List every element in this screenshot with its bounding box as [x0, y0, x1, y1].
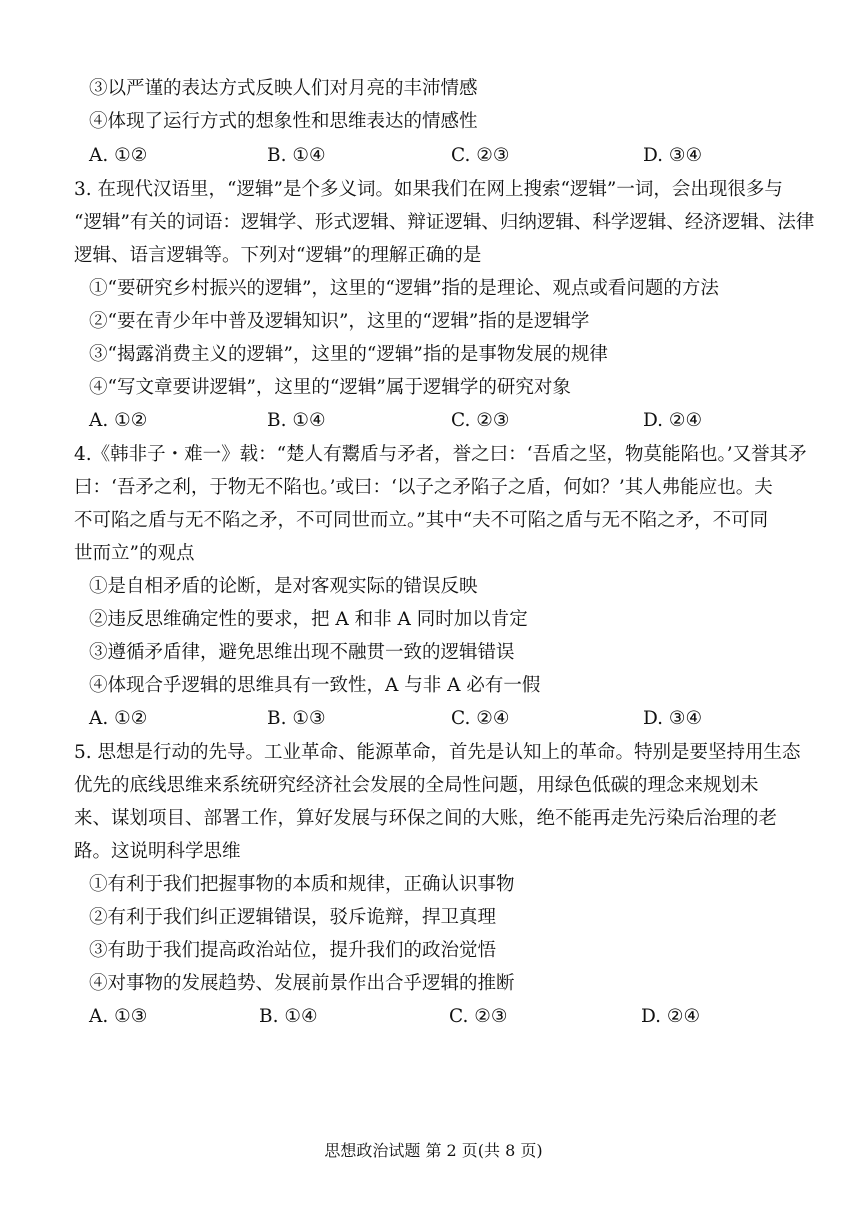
- q3-item-2: ②“要在青少年中普及逻辑知识”，这里的“逻辑”指的是逻辑学: [89, 311, 590, 332]
- q4-option-b: B. ①③: [267, 708, 326, 729]
- q4-item-4: ④体现合乎逻辑的思维具有一致性，A 与非 A 必有一假: [89, 675, 541, 696]
- q5-item-2: ②有利于我们纠正逻辑错误，驳斥诡辩，捍卫真理: [89, 907, 497, 928]
- q4-stem-line-4: 世而立”的观点: [74, 543, 195, 564]
- q3-item-1: ①“要研究乡村振兴的逻辑”，这里的“逻辑”指的是理论、观点或看问题的方法: [89, 278, 719, 299]
- q4-options: [89, 707, 789, 731]
- q3-stem-line-2: “逻辑”有关的词语：逻辑学、形式逻辑、辩证逻辑、归纳逻辑、科学逻辑、经济逻辑、法律: [74, 212, 815, 233]
- q2-item-4: ④体现了运行方式的想象性和思维表达的情感性: [89, 111, 478, 132]
- q5-item-1: ①有利于我们把握事物的本质和规律，正确认识事物: [89, 874, 515, 895]
- q3-item-4: ④“写文章要讲逻辑”，这里的“逻辑”属于逻辑学的研究对象: [89, 377, 571, 398]
- q5-stem-line-3: 来、谋划项目、部署工作，算好发展与环保之间的大账，绝不能再走先污染后治理的老: [74, 808, 778, 829]
- q3-option-c: C. ②③: [451, 410, 510, 431]
- q5-option-d: D. ②④: [641, 1006, 701, 1027]
- q5-option-a: A. ①③: [89, 1006, 148, 1027]
- q3-options: [89, 409, 789, 433]
- q5-option-b: B. ①④: [259, 1006, 318, 1027]
- q4-option-a: A. ①②: [89, 708, 148, 729]
- q2-options: [89, 144, 789, 168]
- q5-stem-line-1: 5. 思想是行动的先导。工业革命、能源革命，首先是认知上的革命。特别是要坚持用生态: [74, 742, 801, 763]
- q5-item-3: ③有助于我们提高政治站位，提升我们的政治觉悟: [89, 940, 497, 961]
- q3-option-d: D. ②④: [643, 410, 703, 431]
- q3-option-a: A. ①②: [89, 410, 148, 431]
- q4-stem-line-2: 曰：‘吾矛之利，于物无不陷也。’或曰：‘以子之矛陷子之盾，何如？’其人弗能应也。夫: [74, 477, 773, 498]
- q3-stem-line-3: 逻辑、语言逻辑等。下列对“逻辑”的理解正确的是: [74, 245, 482, 266]
- q4-stem-line-3: 不可陷之盾与无不陷之矛，不可同世而立。”其中“夫不可陷之盾与无不陷之矛，不可同: [74, 510, 769, 531]
- q2-option-d: D. ③④: [643, 145, 703, 166]
- q4-option-c: C. ②④: [451, 708, 510, 729]
- q5-stem-line-2: 优先的底线思维来系统研究经济社会发展的全局性问题，用绿色低碳的理念来规划未: [74, 775, 759, 796]
- q2-option-b: B. ①④: [267, 145, 326, 166]
- q3-item-3: ③“揭露消费主义的逻辑”，这里的“逻辑”指的是事物发展的规律: [89, 344, 608, 365]
- q3-stem-line-1: 3. 在现代汉语里，“逻辑”是个多义词。如果我们在网上搜索“逻辑”一词，会出现很多与: [74, 179, 783, 200]
- page-footer: 思想政治试题 第 2 页(共 8 页): [324, 1141, 543, 1160]
- q5-options: [89, 1005, 789, 1029]
- q4-item-2: ②违反思维确定性的要求，把 A 和非 A 同时加以肯定: [89, 609, 528, 630]
- q2-option-a: A. ①②: [89, 145, 148, 166]
- q5-item-4: ④对事物的发展趋势、发展前景作出合乎逻辑的推断: [89, 973, 515, 994]
- q4-option-d: D. ③④: [643, 708, 703, 729]
- q2-item-3: ③以严谨的表达方式反映人们对月亮的丰沛情感: [89, 78, 478, 99]
- q4-stem-line-1: 4.《韩非子・难一》载：“楚人有鬻盾与矛者，誉之曰：‘吾盾之坚，物莫能陷也。’又誉其矛: [74, 444, 807, 465]
- q3-option-b: B. ①④: [267, 410, 326, 431]
- q4-item-1: ①是自相矛盾的论断，是对客观实际的错误反映: [89, 576, 478, 597]
- q5-stem-line-4: 路。这说明科学思维: [74, 841, 241, 862]
- q5-option-c: C. ②③: [449, 1006, 508, 1027]
- q4-item-3: ③遵循矛盾律，避免思维出现不融贯一致的逻辑错误: [89, 642, 515, 663]
- q2-option-c: C. ②③: [451, 145, 510, 166]
